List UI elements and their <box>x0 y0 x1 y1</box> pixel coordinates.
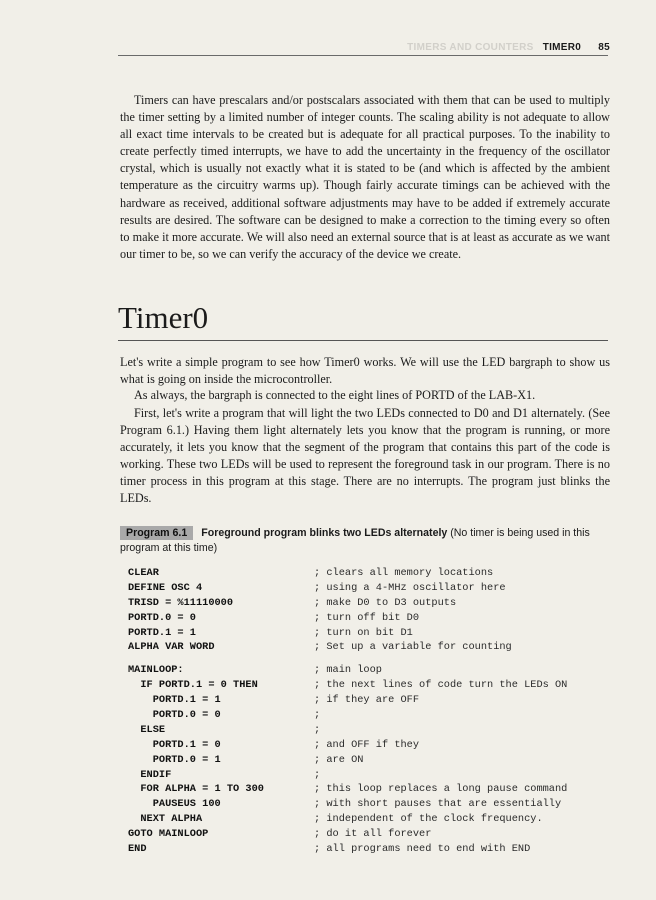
code-comment: ; turn on bit D1 <box>314 626 413 639</box>
code-line <box>128 708 618 723</box>
code-comment: ; turn off bit D0 <box>314 611 420 624</box>
running-header <box>407 42 610 53</box>
code-line <box>128 797 618 812</box>
code-line <box>128 596 618 611</box>
program-note: (No timer is being used in this program at this time) <box>120 527 590 554</box>
code-comment: ; independent of the clock frequency. <box>314 813 543 826</box>
code-line <box>128 753 618 768</box>
code-line <box>128 842 618 857</box>
code-statement: ENDIF <box>128 768 172 781</box>
code-comment: ; Set up a variable for counting <box>314 641 512 654</box>
code-statement: FOR ALPHA = 1 TO 300 <box>128 783 264 796</box>
code-statement: MAINLOOP: <box>128 664 184 677</box>
code-statement: PAUSEUS 100 <box>128 798 221 811</box>
code-comment: ; if they are OFF <box>314 694 420 707</box>
code-line <box>128 812 618 827</box>
code-line <box>128 678 618 693</box>
code-comment: ; with short pauses that are essentially <box>314 798 562 811</box>
code-comment: ; make D0 to D3 outputs <box>314 596 457 609</box>
paragraph-program-description: First, let's write a program that will light the two LEDs connected to D0 and D1 alternately. (See Program 6.1.) Having them light alternately lets you know that the program is running, or more accurately, it lets you know that the segment of the program that contains this part of the code is working. These two LEDs will be used to represent the foreground task in our program. There is no timer process in this program at this stage. There are no interrupts. The program just blinks the LEDs. <box>120 406 610 506</box>
code-line <box>128 768 618 783</box>
code-comment: ; do it all forever <box>314 828 432 841</box>
code-comment: ; and OFF if they <box>314 738 420 751</box>
header-rule <box>118 55 608 56</box>
code-statement: DEFINE OSC 4 <box>128 581 203 594</box>
code-statement: PORTD.0 = 0 <box>128 611 196 624</box>
code-comment: ; <box>314 768 321 781</box>
code-comment: ; all programs need to end with END <box>314 843 531 856</box>
code-line <box>128 827 618 842</box>
code-comment: ; clears all memory locations <box>314 567 494 579</box>
code-line <box>128 693 618 708</box>
page-number: 85 <box>598 42 610 53</box>
program-label: Program 6.1 <box>120 526 193 540</box>
section-title: Timer0 <box>118 300 209 335</box>
code-line <box>128 782 618 797</box>
code-line <box>128 581 618 596</box>
code-statement: PORTD.1 = 1 <box>128 626 196 639</box>
code-comment: ; main loop <box>314 664 382 677</box>
code-line <box>128 566 618 581</box>
code-statement: PORTD.0 = 1 <box>128 753 221 766</box>
header-section-title: TIMER0 <box>542 42 582 53</box>
code-comment: ; the next lines of code turn the LEDs ON <box>314 679 568 692</box>
program-title: Foreground program blinks two LEDs alternately <box>201 527 448 539</box>
program-caption <box>120 526 612 555</box>
code-statement: CLEAR <box>128 567 159 579</box>
code-comment: ; using a 4-MHz oscillator here <box>314 581 506 594</box>
code-comment: ; <box>314 709 321 722</box>
paragraph-timer-scaling: Timers can have prescalars and/or postscalars associated with them that can be used to multiply the timer setting by a limited number of integer counts. The scaling ability is not adequate to allow all exact time intervals to be created but is adequate for all practical purposes. To the inability to create perfectly timed interrupts, we have to add the uncertainty in the frequency of the oscillator crystal, which is usually not exactly what it is stated to be (and which is affected by the ambient temperature as the circuitry warms up). Though fairly accurate timings can be achieved with the hardware as received, additional software adjustments may have to be added if extremely accurate results are desired. The software can be designed to make a correction to the timing every so often to make it more accurate. We will also need an external source that is at least as accurate as we want our timer to be, so we can verify the accuracy of the device we create. <box>120 93 610 261</box>
code-line <box>128 626 618 641</box>
code-line <box>128 738 618 753</box>
code-line <box>128 640 618 655</box>
code-comment: ; <box>314 723 321 736</box>
code-statement: ELSE <box>128 723 166 736</box>
header-ghost-text: TIMERS AND COUNTERS <box>407 42 534 53</box>
code-statement: TRISD = %11110000 <box>128 596 234 609</box>
section-title-rule <box>118 340 608 341</box>
code-line <box>128 663 618 678</box>
code-statement: ALPHA VAR WORD <box>128 641 215 654</box>
code-statement: IF PORTD.1 = 0 THEN <box>128 679 258 692</box>
code-listing <box>128 566 618 857</box>
code-statement: PORTD.1 = 1 <box>128 694 221 707</box>
code-statement: PORTD.0 = 0 <box>128 709 221 722</box>
code-statement: NEXT ALPHA <box>128 813 203 826</box>
code-statement: END <box>128 843 147 856</box>
code-statement: GOTO MAINLOOP <box>128 828 209 841</box>
code-statement: PORTD.1 = 0 <box>128 738 221 751</box>
paragraph-bargraph: As always, the bargraph is connected to the eight lines of PORTD of the LAB-X1. <box>134 388 536 402</box>
code-blank-line <box>128 655 618 663</box>
code-comment: ; are ON <box>314 753 364 766</box>
code-line <box>128 723 618 738</box>
code-line <box>128 611 618 626</box>
code-comment: ; this loop replaces a long pause command <box>314 783 568 796</box>
paragraph-intro: Let's write a simple program to see how Timer0 works. We will use the LED bargraph to show us what is going on inside the microcontroller. <box>120 355 610 387</box>
